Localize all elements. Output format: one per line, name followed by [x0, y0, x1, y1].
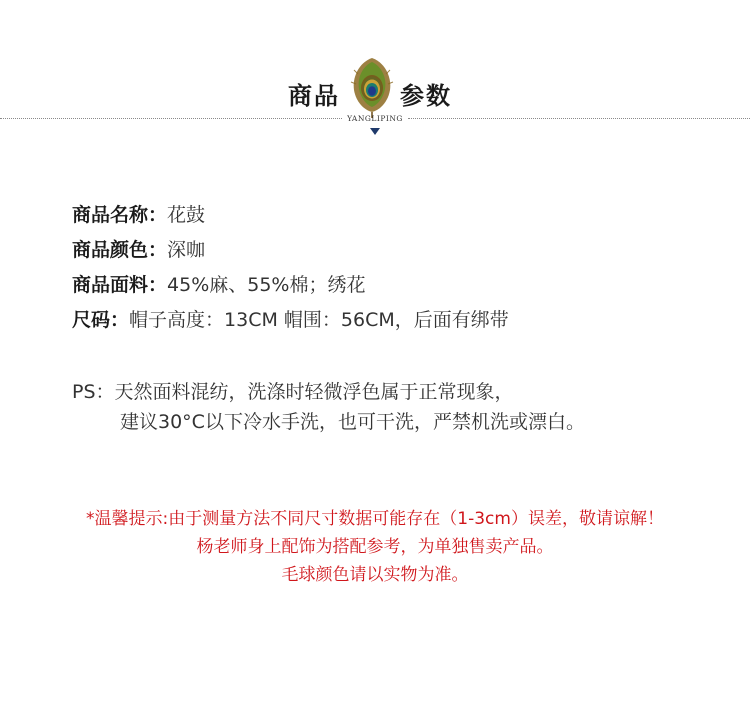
spec-value: 帽子高度：13CM 帽围：56CM，后面有绑带 — [129, 309, 509, 331]
brand-text: YANGLIPING — [347, 114, 403, 123]
spec-label: 商品颜色： — [72, 239, 168, 261]
product-specs — [72, 203, 509, 343]
spec-row-size — [72, 308, 509, 343]
spec-label: 尺码： — [72, 309, 130, 331]
care-note — [72, 377, 585, 437]
spec-value: 花鼓 — [167, 204, 206, 226]
warning-notice — [0, 505, 750, 589]
spec-row-name — [72, 203, 509, 238]
divider-left — [0, 118, 342, 119]
peacock-feather-icon — [350, 56, 394, 118]
spec-row-fabric — [72, 273, 509, 308]
spec-label: 商品名称： — [72, 204, 168, 226]
care-note-line: PS：天然面料混纺，洗涤时轻微浮色属于正常现象， — [72, 381, 514, 403]
notice-line: *温馨提示:由于测量方法不同尺寸数据可能存在（1-3cm）误差，敬请谅解！ — [86, 509, 664, 529]
section-header — [0, 0, 750, 140]
header-title-left: 商品 — [288, 81, 340, 110]
spec-row-color — [72, 238, 509, 273]
header-title-right: 参数 — [400, 81, 452, 110]
triangle-down-icon — [370, 128, 380, 135]
spec-label: 商品面料： — [72, 274, 168, 296]
spec-value: 深咖 — [167, 239, 206, 261]
divider-right — [408, 118, 750, 119]
notice-line: 毛球颜色请以实物为准。 — [281, 565, 469, 585]
notice-line: 杨老师身上配饰为搭配参考，为单独售卖产品。 — [196, 537, 554, 557]
care-note-line: 建议30°C以下冷水手洗，也可干洗，严禁机洗或漂白。 — [120, 411, 585, 433]
spec-value: 45%麻、55%棉；绣花 — [167, 274, 366, 296]
